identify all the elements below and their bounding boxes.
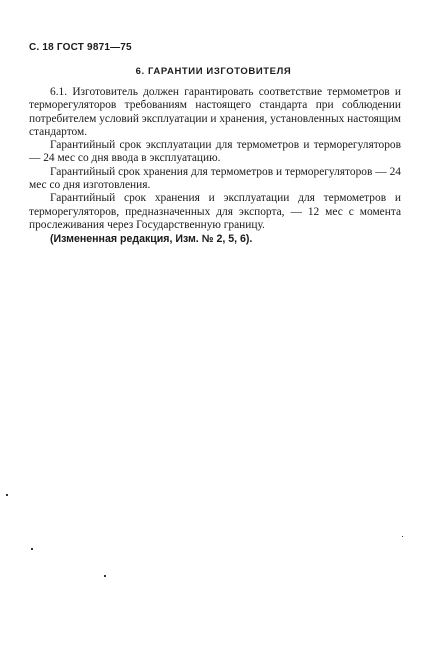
paragraph-warranty-storage: Гарантийный срок хранения для термометров и терморегуляторов — 24 мес со дня изготовления.: [29, 165, 401, 192]
section-body: [29, 86, 401, 247]
paragraph-6-1: 6.1. Изготовитель должен гарантировать соответствие термометров и терморегуляторов требованиям настоящего стандарта при соблюдении потребителем условий эксплуатации и хранения, установленных настоящим стандартом.: [29, 86, 401, 138]
paragraph-warranty-operation: Гарантийный срок эксплуатации для термометров и терморегуляторов — 24 мес со дня ввода в эксплуатацию.: [29, 139, 401, 165]
paragraph-warranty-export: Гарантийный срок хранения и эксплуатации для термометров и терморегуляторов, предназначенных для экспорта, — 12 мес с момента прослеживания через Государственную границу.: [29, 192, 401, 231]
section-title: 6. ГАРАНТИИ ИЗГОТОВИТЕЛЯ: [135, 66, 292, 77]
amendment-note: (Измененная редакция, Изм. № 2, 5, 6).: [50, 233, 253, 246]
scan-speck: [31, 548, 33, 550]
page-header: С. 18 ГОСТ 9871—75: [29, 42, 132, 53]
scan-speck: [6, 494, 8, 496]
scan-speck: [402, 536, 403, 537]
scan-speck: [104, 575, 106, 577]
